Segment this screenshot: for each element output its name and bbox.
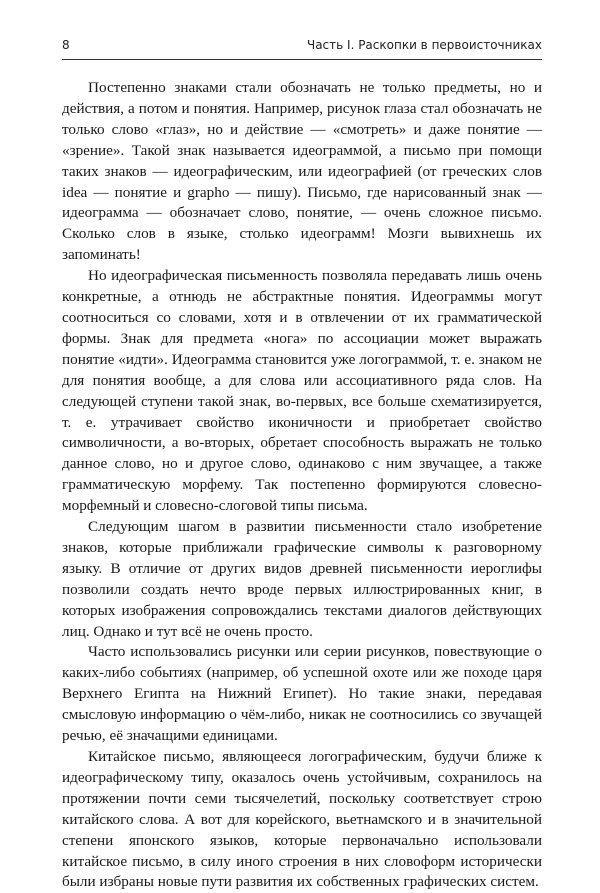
paragraph: Следующим шагом в развитии письменности стало изобретение знаков, которые приближали графические символы к разговорному языку. В отличие от других видов древней письменности иероглифы позволили создать нечто вроде первых иллюстрированных книг, в которых изображения сопровождались текстами диалогов действующих лиц. Однако и тут всё не очень просто. xyxy=(62,518,542,640)
paragraph: Но идеографическая письменность позволяла передавать лишь очень конкретные, а отнюдь не абстрактные понятия. Идеограммы могут соотноситься со словами, хотя и в отвлечении от их грамматической формы. Знак для предмета «нога» по ассоциации может выражать понятие «идти». Идеограмма становится уже логограммой, т. е. знаком не для понятия вообще, а для слова или ассоциативного ряда слов. На следующей ступени такой знак, во-первых, все больше схематизируется, т. е. утрачивает свойство иконичности и приобретает свойство символичности, а во-вторых, обретает способность выражать не только данное слово, но и другое слово, одинаково с ним звучащее, а также грамматическую морфему. Так постепенно формируются словесно-морфемный и словесно-слоговой типы письма. xyxy=(62,267,542,515)
paragraph: Часто использовались рисунки или серии рисунков, повествующие о каких-либо событиях (например, об успешной охоте или же походе царя Верхнего Египта на Нижний Египет). Но такие знаки, передавая смысловую информацию о чём-либо, никак не соотносились со звучащей речью, её значащими единицами. xyxy=(62,643,542,745)
running-head: Часть I. Раскопки в первоисточниках xyxy=(306,38,542,52)
page-number: 8 xyxy=(62,38,70,52)
paragraph: Постепенно знаками стали обозначать не только предметы, но и действия, а потом и понятия. Например, рисунок глаза стал обозначать не только слово «глаз», но и действие — «смотреть» и даже понятие — «зрение». Такой знак называется идеограммой, а письмо при помощи таких знаков — идеографическим, или идеографией (от греческих слов idea — понятие и grapho — пишу). Письмо, где нарисованный знак — идеограмма — обозначает слово, понятие, — очень сложное письмо. Сколько слов в языке, столько идеограмм! Мозги вывихнешь их запоминать! xyxy=(62,79,542,264)
body-text xyxy=(62,78,542,893)
paragraph: Китайское письмо, являющееся логографическим, будучи ближе к идеографическому типу, оказалось очень устойчивым, сохранилось на протяжении почти семи тысячелетий, поскольку соответствует строю китайского слова. А вот для корейского, вьетнамского и в значительной степени японского языков, которые первоначально использовали китайское письмо, в силу иного строения в них словоформ исторически были избраны новые пути развития их собственных графических систем. xyxy=(62,748,542,891)
header-divider xyxy=(62,59,542,60)
page-header xyxy=(62,36,542,56)
